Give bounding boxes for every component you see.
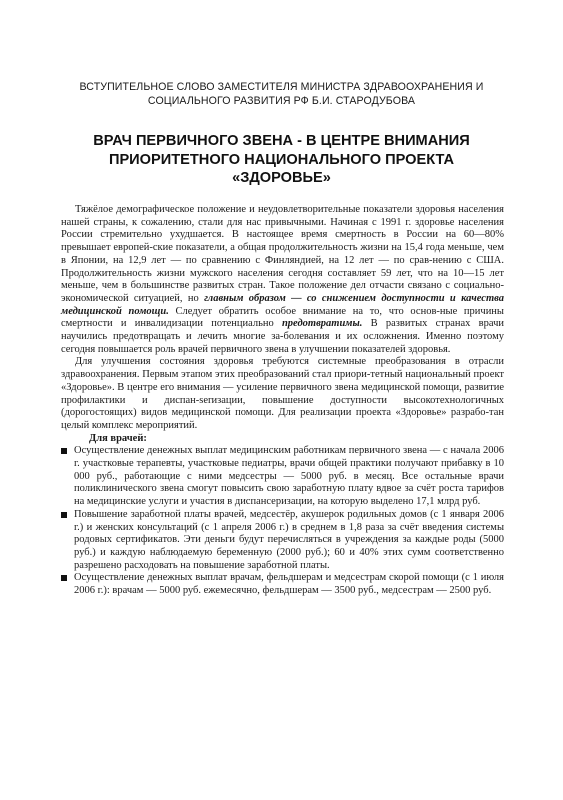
- article-body: [61, 204, 504, 598]
- paragraph-1: [61, 204, 504, 356]
- paragraph-1-text-a: Тяжёлое демографическое положение и неудовлетворительные показатели здоровья населения нашей страны, к сожалению, стали для нас привычными. Начиная с 1991 г. здоровье населения России стремительно ухудшается. В настоящее время смертность в России на 60—80% превышает европей-ские показатели, а общая продолжительность жизни на 15,4 года меньше, чем в Японии, на 12,9 лет — по сравнению с Финляндией, на 12 лет — по срав-нению с США. Продолжительность жизни мужского населения сегодня составляет 59 лет, что на 10—15 лет меньше, чем в большинстве развитых стран. Такое положение дел отчасти связано с социально-экономической ситуацией, но: [61, 204, 504, 304]
- title-line-2: ПРИОРИТЕТНОГО НАЦИОНАЛЬНОГО ПРОЕКТА: [108, 151, 455, 168]
- list-item-text: Повышение заработной платы врачей, медсестёр, акушерок родильных домов (с 1 января 2006 г.) и женских консультаций (с 1 апреля 2006 г.) в среднем в 1,8 раза за счёт введения системы родовых сертификатов. Эти деньги будут перечисляться в учреждения за каждые роды (5000 руб.) и каждую наблюдаемую беременную (2000 руб.); 60 и 40% этих сумм соответственно разрешено расходовать на повышение заработной платы.: [74, 508, 504, 571]
- paragraph-1-text-c: В развитых странах врачи научились предотвращать и лечить многие за-болевания и их осложнения. Именно поэтому сегодня повышается роль врачей первичного звена в улучшении показателей здоровья.: [61, 318, 504, 355]
- header-line-2: СОЦИАЛЬНОГО РАЗВИТИЯ РФ Б.И. СТАРОДУБОВА: [147, 95, 416, 107]
- title-line-1: ВРАЧ ПЕРВИЧНОГО ЗВЕНА - В ЦЕНТРЕ ВНИМАНИЯ: [93, 133, 470, 149]
- paragraph-2: Для улучшения состояния здоровья требуются системные преобразования в отрасли здравоохранения. Первым этапом этих преобразований стал приори-тетный национальный проект «Здоровье». В центре его внимания — усиление первичного звена медицинской помощи, развитие профилактики и диспан-serизации, повышение доступности высокотехнологичных (дорогостоящих) видов медицинской помощи. Для реализации проекта «Здоровье» разрабо-тан целый комплекс мероприятий.: [61, 356, 504, 431]
- doctors-subheading: Для врачей:: [89, 432, 147, 444]
- bullet-square-icon: [61, 512, 67, 518]
- list-item: [61, 445, 504, 509]
- list-item-text: Осуществление денежных выплат медицинским работникам первичного звена — с начала 2006 г. участковые терапевты, участковые педиатры, врачи общей практики получают прибавку в 10 000 руб., работающие с ними медсестры — 5000 руб. в месяц. Все остальные врачи поликлинического звена смогут повысить свою заработную плату вдвое за счёт роста тарифов на медицинские услуги и участия в диспансеризации, на которую выделено 17,1 млрд руб.: [74, 445, 504, 508]
- list-item: [61, 509, 504, 573]
- bullet-square-icon: [61, 448, 67, 454]
- page-title: [45, 132, 518, 188]
- list-item: [61, 572, 504, 597]
- paragraph-1-emphasis-b: предотвратимы.: [281, 318, 363, 330]
- paragraph-1-text-b: Следует обратить особое внимание на то, что основ-ные причины смертности и инвалидизации потенциально: [61, 305, 504, 330]
- bullet-square-icon: [61, 575, 67, 581]
- intro-header: [40, 80, 523, 108]
- header-line-1: ВСТУПИТЕЛЬНОЕ СЛОВО ЗАМЕСТИТЕЛЯ МИНИСТРА ЗДРАВООХРАНЕНИЯ И: [79, 81, 484, 93]
- paragraph-1-emphasis-a: главным образом — со снижением доступности и качества медицинской помощи.: [61, 292, 504, 317]
- title-line-3: «ЗДОРОВЬЕ»: [232, 170, 331, 186]
- list-item-text: Осуществление денежных выплат врачам, фельдшерам и медсестрам скорой помощи (с 1 июля 2006 г.): врачам — 5000 руб. ежемесячно, фельдшерам — 3500 руб., медсестрам — 2500 руб.: [74, 572, 504, 597]
- measures-list: [61, 445, 504, 597]
